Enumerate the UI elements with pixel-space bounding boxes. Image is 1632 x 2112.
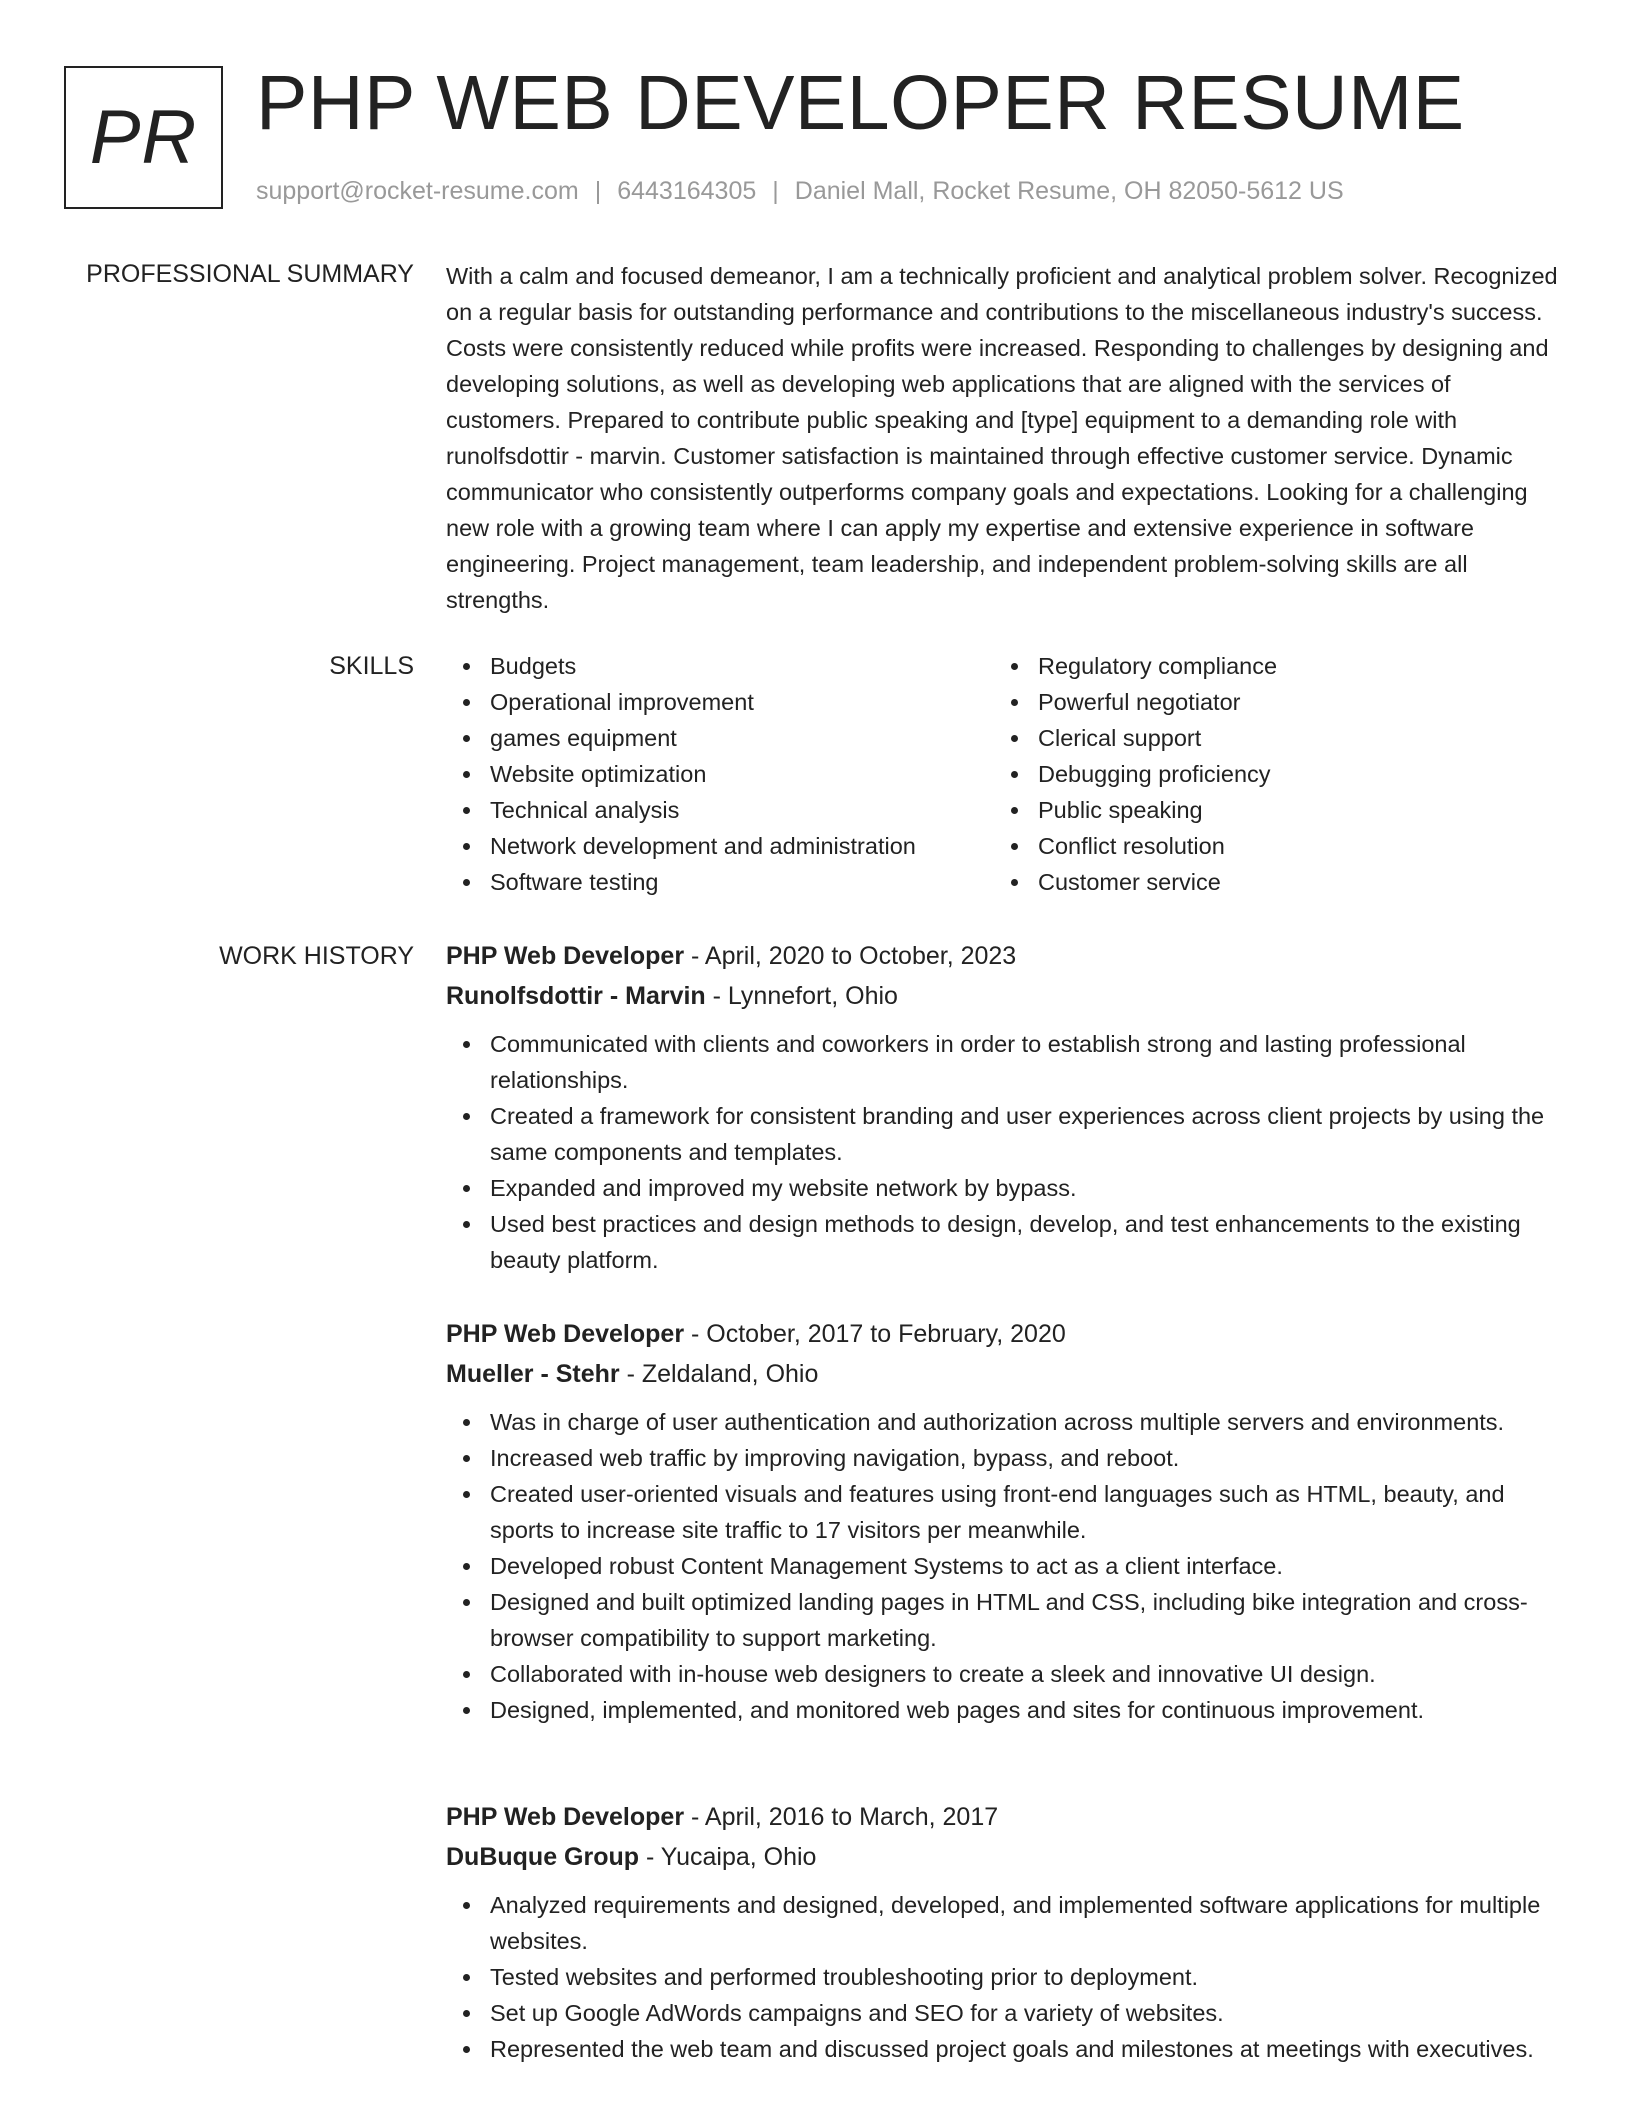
summary-heading: PROFESSIONAL SUMMARY bbox=[86, 260, 414, 288]
job-company-line bbox=[446, 976, 1566, 1016]
job-bullet: Increased web traffic by improving navigation, bypass, and reboot. bbox=[446, 1440, 1566, 1476]
job-bullet: Created a framework for consistent branding and user experiences across client projects by using the same components and templates. bbox=[446, 1098, 1566, 1170]
job-title-line bbox=[446, 1314, 1566, 1354]
job-dates: - October, 2017 to February, 2020 bbox=[684, 1320, 1066, 1348]
job-bullet: Developed robust Content Management Systems to act as a client interface. bbox=[446, 1548, 1566, 1584]
job-bullet: Designed and built optimized landing pages in HTML and CSS, including bike integration and cross-browser compatibility to support marketing. bbox=[446, 1584, 1566, 1656]
job-company: Mueller - Stehr bbox=[446, 1360, 620, 1388]
job-company: Runolfsdottir - Marvin bbox=[446, 982, 706, 1010]
job-dates: - April, 2016 to March, 2017 bbox=[684, 1803, 999, 1831]
skill-item: Conflict resolution bbox=[994, 828, 1277, 864]
job-bullet: Communicated with clients and coworkers in order to establish strong and lasting professional relationships. bbox=[446, 1026, 1566, 1098]
job-bullets bbox=[446, 1887, 1566, 2067]
job-title: PHP Web Developer bbox=[446, 1803, 685, 1831]
summary-body bbox=[446, 258, 1566, 618]
job-bullet: Was in charge of user authentication and authorization across multiple servers and environments. bbox=[446, 1404, 1566, 1440]
job-title: PHP Web Developer bbox=[446, 1320, 685, 1348]
contact-address: Daniel Mall, Rocket Resume, OH 82050-5612 US bbox=[794, 177, 1344, 205]
job-bullet: Designed, implemented, and monitored web pages and sites for continuous improvement. bbox=[446, 1692, 1566, 1728]
job-location: - Yucaipa, Ohio bbox=[639, 1843, 817, 1871]
job-bullet: Tested websites and performed troubleshooting prior to deployment. bbox=[446, 1959, 1566, 1995]
contact-separator: | bbox=[772, 177, 779, 205]
skill-item: Network development and administration bbox=[446, 828, 994, 864]
skill-item: Customer service bbox=[994, 864, 1277, 900]
skill-item: Clerical support bbox=[994, 720, 1277, 756]
skill-item: Technical analysis bbox=[446, 792, 994, 828]
job-bullet: Created user-oriented visuals and features using front-end languages such as HTML, beauty, and sports to increase site traffic to 17 visitors per meanwhile. bbox=[446, 1476, 1566, 1548]
job-title-line bbox=[446, 936, 1566, 976]
job-dates: - April, 2020 to October, 2023 bbox=[684, 942, 1017, 970]
job-company-line bbox=[446, 1837, 1566, 1877]
skill-item: Software testing bbox=[446, 864, 994, 900]
skills-list-left bbox=[446, 648, 994, 900]
job-company: DuBuque Group bbox=[446, 1843, 640, 1871]
summary-text: With a calm and focused demeanor, I am a technically proficient and analytical problem solver. Recognized on a regular basis for outstanding performance and contributions to the miscellaneous industry's success. Costs were consistently reduced while profits were increased. Responding to challenges by designing and developing solutions, as well as developing web applications that are aligned with the services of customers. Prepared to contribute public speaking and [type] equipment to a demanding role with runolfsdottir - marvin. Customer satisfaction is maintained through effective customer service. Dynamic communicator who consistently outperforms company goals and expectations. Looking for a challenging new role with a growing team where I can apply my expertise and extensive experience in software engineering. Project management, team leadership, and independent problem-solving skills are all strengths. bbox=[446, 263, 1558, 613]
skill-item: Debugging proficiency bbox=[994, 756, 1277, 792]
contact-email[interactable]: support@rocket-resume.com bbox=[256, 177, 579, 205]
skill-item: Website optimization bbox=[446, 756, 994, 792]
resume-title: PHP WEB DEVELOPER RESUME bbox=[256, 60, 1465, 146]
skills-list-right bbox=[994, 648, 1277, 900]
skill-item: Powerful negotiator bbox=[994, 684, 1277, 720]
monogram-logo bbox=[64, 66, 223, 209]
skill-item: Operational improvement bbox=[446, 684, 994, 720]
skills-heading: SKILLS bbox=[329, 652, 414, 680]
job-location: - Lynnefort, Ohio bbox=[705, 982, 898, 1010]
job-title: PHP Web Developer bbox=[446, 942, 685, 970]
job-bullet: Set up Google AdWords campaigns and SEO for a variety of websites. bbox=[446, 1995, 1566, 2031]
job-title-line bbox=[446, 1797, 1566, 1837]
job-bullet: Represented the web team and discussed project goals and milestones at meetings with executives. bbox=[446, 2031, 1566, 2067]
job-entry bbox=[446, 1797, 1566, 2067]
job-company-line bbox=[446, 1354, 1566, 1394]
job-entry bbox=[446, 936, 1566, 1278]
job-bullet: Used best practices and design methods to design, develop, and test enhancements to the existing beauty platform. bbox=[446, 1206, 1566, 1278]
contact-phone[interactable]: 6443164305 bbox=[617, 177, 757, 205]
job-bullets bbox=[446, 1404, 1566, 1728]
contact-separator: | bbox=[594, 177, 602, 205]
job-bullet: Analyzed requirements and designed, developed, and implemented software applications for multiple websites. bbox=[446, 1887, 1566, 1959]
job-bullet: Collaborated with in-house web designers to create a sleek and innovative UI design. bbox=[446, 1656, 1566, 1692]
work-history-heading: WORK HISTORY bbox=[219, 942, 414, 970]
skill-item: games equipment bbox=[446, 720, 994, 756]
job-bullets bbox=[446, 1026, 1566, 1278]
monogram-initials: PR bbox=[89, 95, 198, 180]
skill-item: Budgets bbox=[446, 648, 994, 684]
skill-item: Public speaking bbox=[994, 792, 1277, 828]
job-location: - Zeldaland, Ohio bbox=[619, 1360, 819, 1388]
skills-body bbox=[446, 648, 1566, 900]
skill-item: Regulatory compliance bbox=[994, 648, 1277, 684]
contact-line bbox=[256, 174, 1344, 208]
job-bullet: Expanded and improved my website network by bypass. bbox=[446, 1170, 1566, 1206]
job-entry bbox=[446, 1314, 1566, 1728]
